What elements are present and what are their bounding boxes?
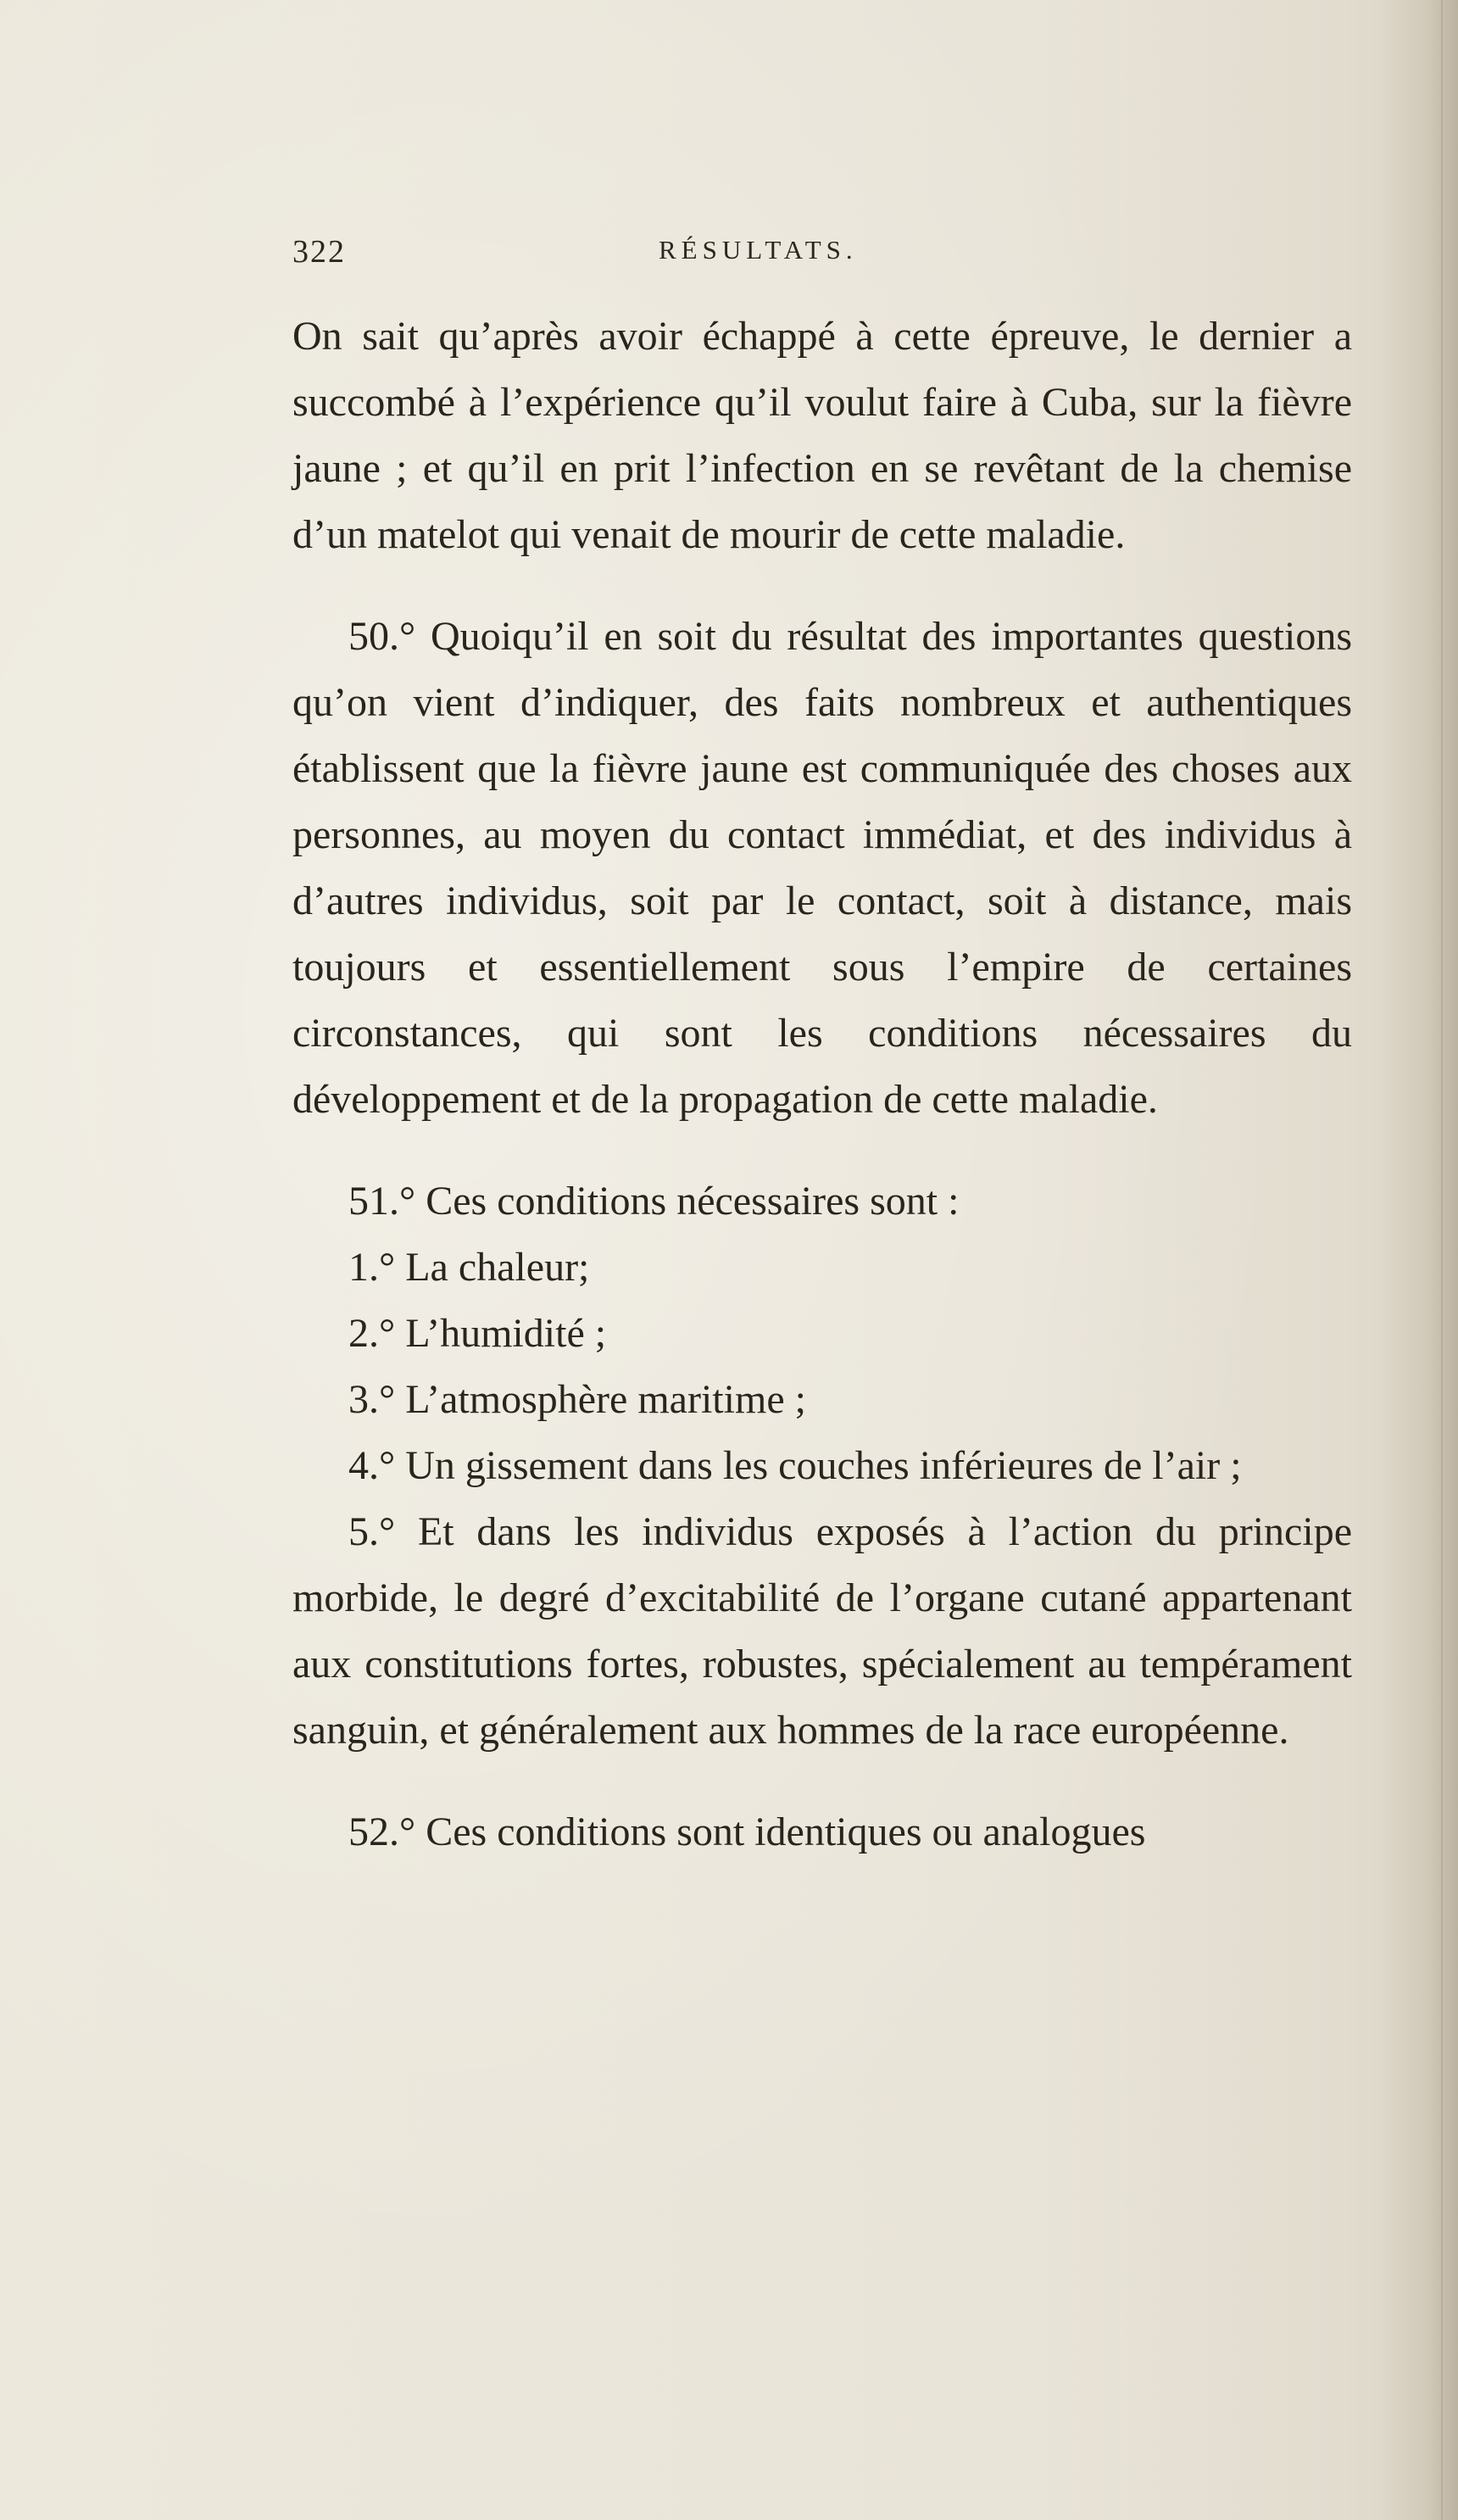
condition-item-4: 4.° Un gissement dans les couches inférieures de l’air ; [348, 1443, 1242, 1488]
page-header [292, 233, 1352, 284]
condition-item-1: 1.° La chaleur; [348, 1245, 590, 1290]
paragraph-50: 50.° Quoiqu’il en soit du résultat des importantes questions qu’on vient d’indiquer, des faits nombreux et authentiques établissent que la fièvre jaune est communiquée des choses aux personnes, au moyen du contact immédiat, et des individus à d’autres individus, soit par le contact, soit à distance, mais toujours et essentiellement sous l’empire de certaines circonstances, qui sont les conditions nécessaires du développement et de la propagation de cette maladie. [292, 614, 1352, 1122]
paragraph-continuation: On sait qu’après avoir échappé à cette épreuve, le dernier a succombé à l’expérience qu’il voulut faire à Cuba, sur la fièvre jaune ; et qu’il en prit l’infection en se revêtant de la chemise d’un matelot qui venait de mourir de cette maladie. [292, 314, 1352, 557]
page-edge-shadow [1382, 0, 1458, 2520]
running-head: RÉSULTATS. [659, 235, 858, 265]
paragraph-51-intro: 51.° Ces conditions nécessaires sont : [348, 1179, 960, 1224]
condition-item-3: 3.° L’atmosphère maritime ; [348, 1377, 806, 1422]
page-edge-line [1441, 0, 1443, 2520]
page-number: 322 [292, 234, 346, 270]
condition-item-2: 2.° L’humidité ; [348, 1311, 607, 1356]
paragraph-52-start: 52.° Ces conditions sont identiques ou analogues [348, 1809, 1146, 1854]
condition-item-5: 5.° Et dans les individus exposés à l’action du principe morbide, le degré d’excitabilité de l’organe cutané appartenant aux constitutions fortes, robustes, spécialement au tempérament sanguin, et généralement aux hommes de la race européenne. [292, 1509, 1352, 1753]
body-text [292, 304, 1352, 1865]
